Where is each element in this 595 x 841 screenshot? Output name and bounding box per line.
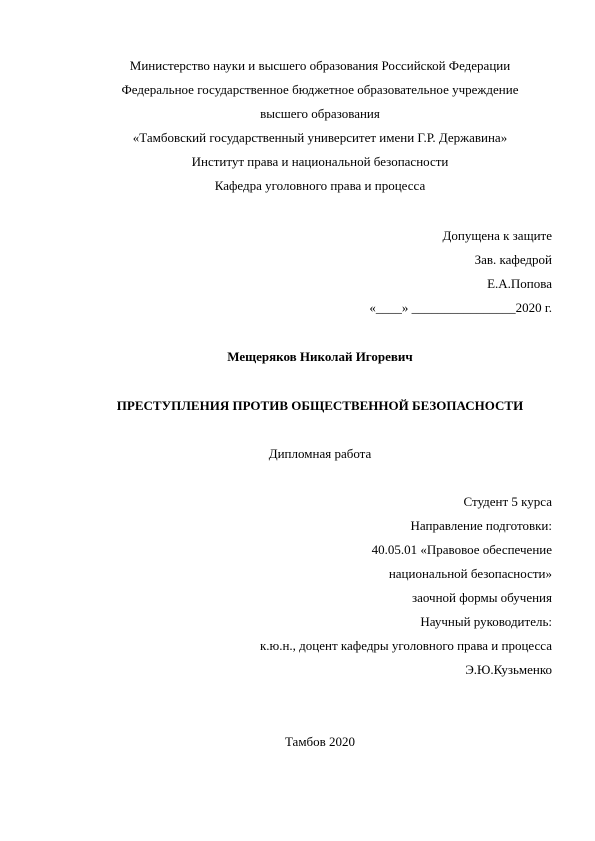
student-study-form: заочной формы обучения — [411, 590, 552, 605]
header-university: «Тамбовский государственный университет имени Г.Р. Державина» — [132, 130, 508, 145]
header-institution-type: Федеральное государственное бюджетное образовательное учреждение — [121, 82, 519, 97]
supervisor-label: Научный руководитель: — [420, 614, 552, 629]
header-ministry: Министерство науки и высшего образования Российской Федерации — [129, 58, 511, 73]
header-education-level: высшего образования — [260, 106, 380, 121]
student-course: Студент 5 курса — [463, 494, 552, 509]
work-type: Дипломная работа — [268, 446, 372, 461]
supervisor-position: к.ю.н., доцент кафедры уголовного права и процесса — [259, 638, 552, 653]
approval-head-title: Зав. кафедрой — [474, 252, 552, 267]
header-institute: Институт права и национальной безопасности — [191, 154, 449, 169]
city-year: Тамбов 2020 — [284, 734, 356, 749]
thesis-title: ПРЕСТУПЛЕНИЯ ПРОТИВ ОБЩЕСТВЕННОЙ БЕЗОПАСНОСТИ — [116, 398, 524, 413]
header-department: Кафедра уголовного права и процесса — [214, 178, 426, 193]
approval-date-line: «____» ________________2020 г. — [369, 300, 552, 315]
student-direction-code: 40.05.01 «Правовое обеспечение — [371, 542, 552, 557]
student-direction-label: Направление подготовки: — [410, 518, 552, 533]
author-name: Мещеряков Николай Игоревич — [227, 349, 413, 364]
student-direction-name: национальной безопасности» — [388, 566, 552, 581]
approval-head-name: Е.А.Попова — [487, 276, 552, 291]
approval-admitted: Допущена к защите — [442, 228, 552, 243]
supervisor-name: Э.Ю.Кузьменко — [465, 662, 552, 677]
